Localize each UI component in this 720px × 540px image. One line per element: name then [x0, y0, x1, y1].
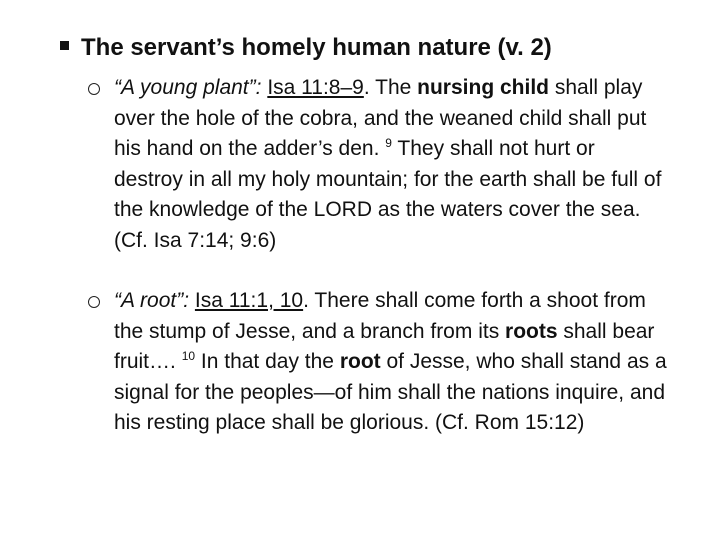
verse-number: 9 — [385, 136, 392, 151]
item-text: shall play over the hole of the cobra, and the weaned child shall put his hand on the adder’s den. — [114, 76, 647, 161]
circle-bullet-icon — [88, 296, 100, 308]
scripture-reference: Isa 11:8–9 — [267, 76, 364, 99]
sub-bullet-young-plant — [88, 73, 668, 257]
heading-text: The servant’s homely human nature (v. 2) — [81, 34, 552, 61]
sub-bullet-text — [114, 73, 669, 257]
sub-bullet-text — [114, 286, 669, 439]
item-title: “A root”: — [114, 289, 195, 312]
verse-number: 10 — [181, 349, 196, 364]
item-text: . The — [363, 76, 418, 99]
item-text: They shall not hurt or destroy in all my holy mountain; for the earth shall be full of the knowledge of the LORD as the waters cover the sea. (Cf. Isa 7:14; 9:6) — [114, 137, 662, 252]
circle-bullet-icon — [88, 83, 100, 95]
item-text: . There shall come forth a shoot from the stump of Jesse, and a branch from its — [114, 289, 646, 343]
item-text: shall bear fruit…. — [114, 319, 655, 374]
emphasis-text: root — [339, 350, 381, 374]
emphasis-text: roots — [505, 319, 558, 343]
sub-bullet-root — [88, 286, 668, 439]
square-bullet-icon — [60, 41, 69, 50]
emphasis-text: nursing child — [417, 76, 549, 99]
scripture-reference: Isa 11:1, 10 — [194, 289, 304, 312]
item-text: of Jesse, who shall stand as a signal for the peoples—of him shall the nations inquire, and his resting place shall be glorious. (Cf. Rom 15:12) — [114, 350, 667, 435]
slide-heading — [60, 34, 552, 62]
item-title: “A young plant”: — [114, 76, 268, 99]
item-text: In that day the — [195, 350, 340, 374]
